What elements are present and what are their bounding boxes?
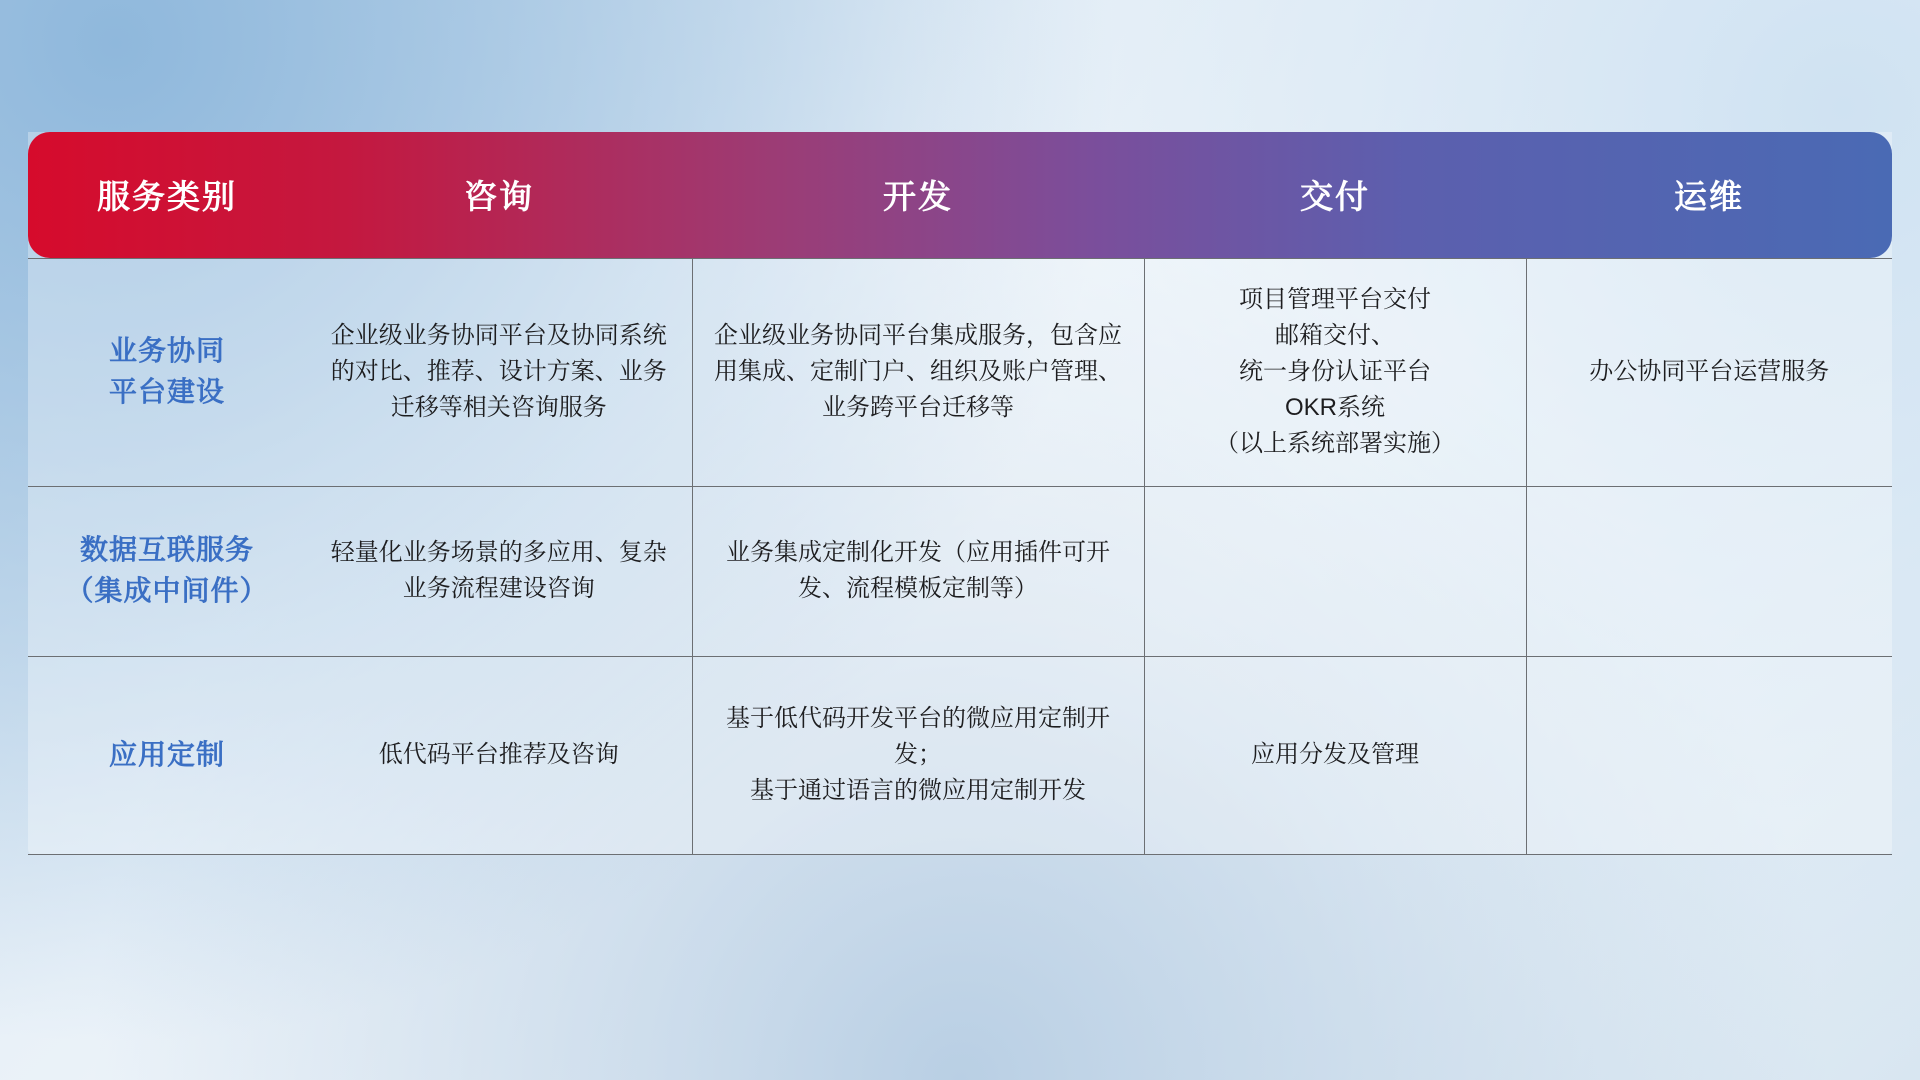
table-header	[28, 132, 1892, 258]
cell-development-3	[692, 656, 1144, 854]
header-cell-delivery	[1144, 132, 1526, 258]
cell-consulting-3	[306, 656, 692, 854]
header-cell-operations	[1526, 132, 1892, 258]
table-row	[28, 656, 1892, 854]
cell-development-2	[692, 486, 1144, 656]
row-category-2-text: 数据互联服务 （集成中间件）	[65, 534, 269, 606]
cell-delivery-1	[1144, 258, 1526, 486]
cell-operations-1-text: 办公协同平台运营服务	[1589, 358, 1830, 385]
cell-development-1	[692, 258, 1144, 486]
row-category-2	[28, 486, 306, 656]
cell-consulting-2	[306, 486, 692, 656]
header-label-delivery: 交付	[1300, 178, 1370, 216]
row-category-1-text: 业务协同 平台建设	[108, 335, 225, 407]
service-matrix-table-wrapper	[28, 132, 1892, 855]
cell-consulting-1-text: 企业级业务协同平台及协同系统的对比、推荐、设计方案、业务迁移等相关咨询服务	[330, 322, 667, 421]
header-cell-consulting	[306, 132, 692, 258]
cell-development-2-text: 业务集成定制化开发（应用插件可开发、流程模板定制等）	[726, 539, 1110, 602]
cell-delivery-2	[1144, 486, 1526, 656]
header-cell-development	[692, 132, 1144, 258]
table-row	[28, 258, 1892, 486]
header-label-development: 开发	[883, 178, 953, 216]
cell-consulting-2-text: 轻量化业务场景的多应用、复杂业务流程建设咨询	[330, 539, 667, 602]
table-row	[28, 486, 1892, 656]
service-matrix-table	[28, 132, 1892, 855]
cell-delivery-3-text: 应用分发及管理	[1251, 741, 1419, 768]
table-body	[28, 258, 1892, 854]
header-row	[28, 132, 1892, 258]
row-category-3-text: 应用定制	[108, 738, 225, 770]
header-label-operations: 运维	[1674, 178, 1744, 216]
cell-development-1-text: 企业级业务协同平台集成服务，包含应用集成、定制门户、组织及账户管理、业务跨平台迁移等	[714, 322, 1122, 421]
header-cell-category	[28, 132, 306, 258]
cell-development-3-text: 基于低代码开发平台的微应用定制开发； 基于通过语言的微应用定制开发	[726, 705, 1110, 804]
cell-operations-2	[1526, 486, 1892, 656]
row-category-3	[28, 656, 306, 854]
cell-consulting-1	[306, 258, 692, 486]
cell-delivery-3	[1144, 656, 1526, 854]
cell-operations-3	[1526, 656, 1892, 854]
cell-consulting-3-text: 低代码平台推荐及咨询	[378, 741, 619, 768]
header-label-category: 服务类别	[97, 178, 237, 216]
row-category-1	[28, 258, 306, 486]
cell-operations-1	[1526, 258, 1892, 486]
header-label-consulting: 咨询	[464, 178, 534, 216]
cell-delivery-1-text: 项目管理平台交付 邮箱交付、 统一身份认证平台 OKR系统 （以上系统部署实施）	[1215, 286, 1455, 457]
